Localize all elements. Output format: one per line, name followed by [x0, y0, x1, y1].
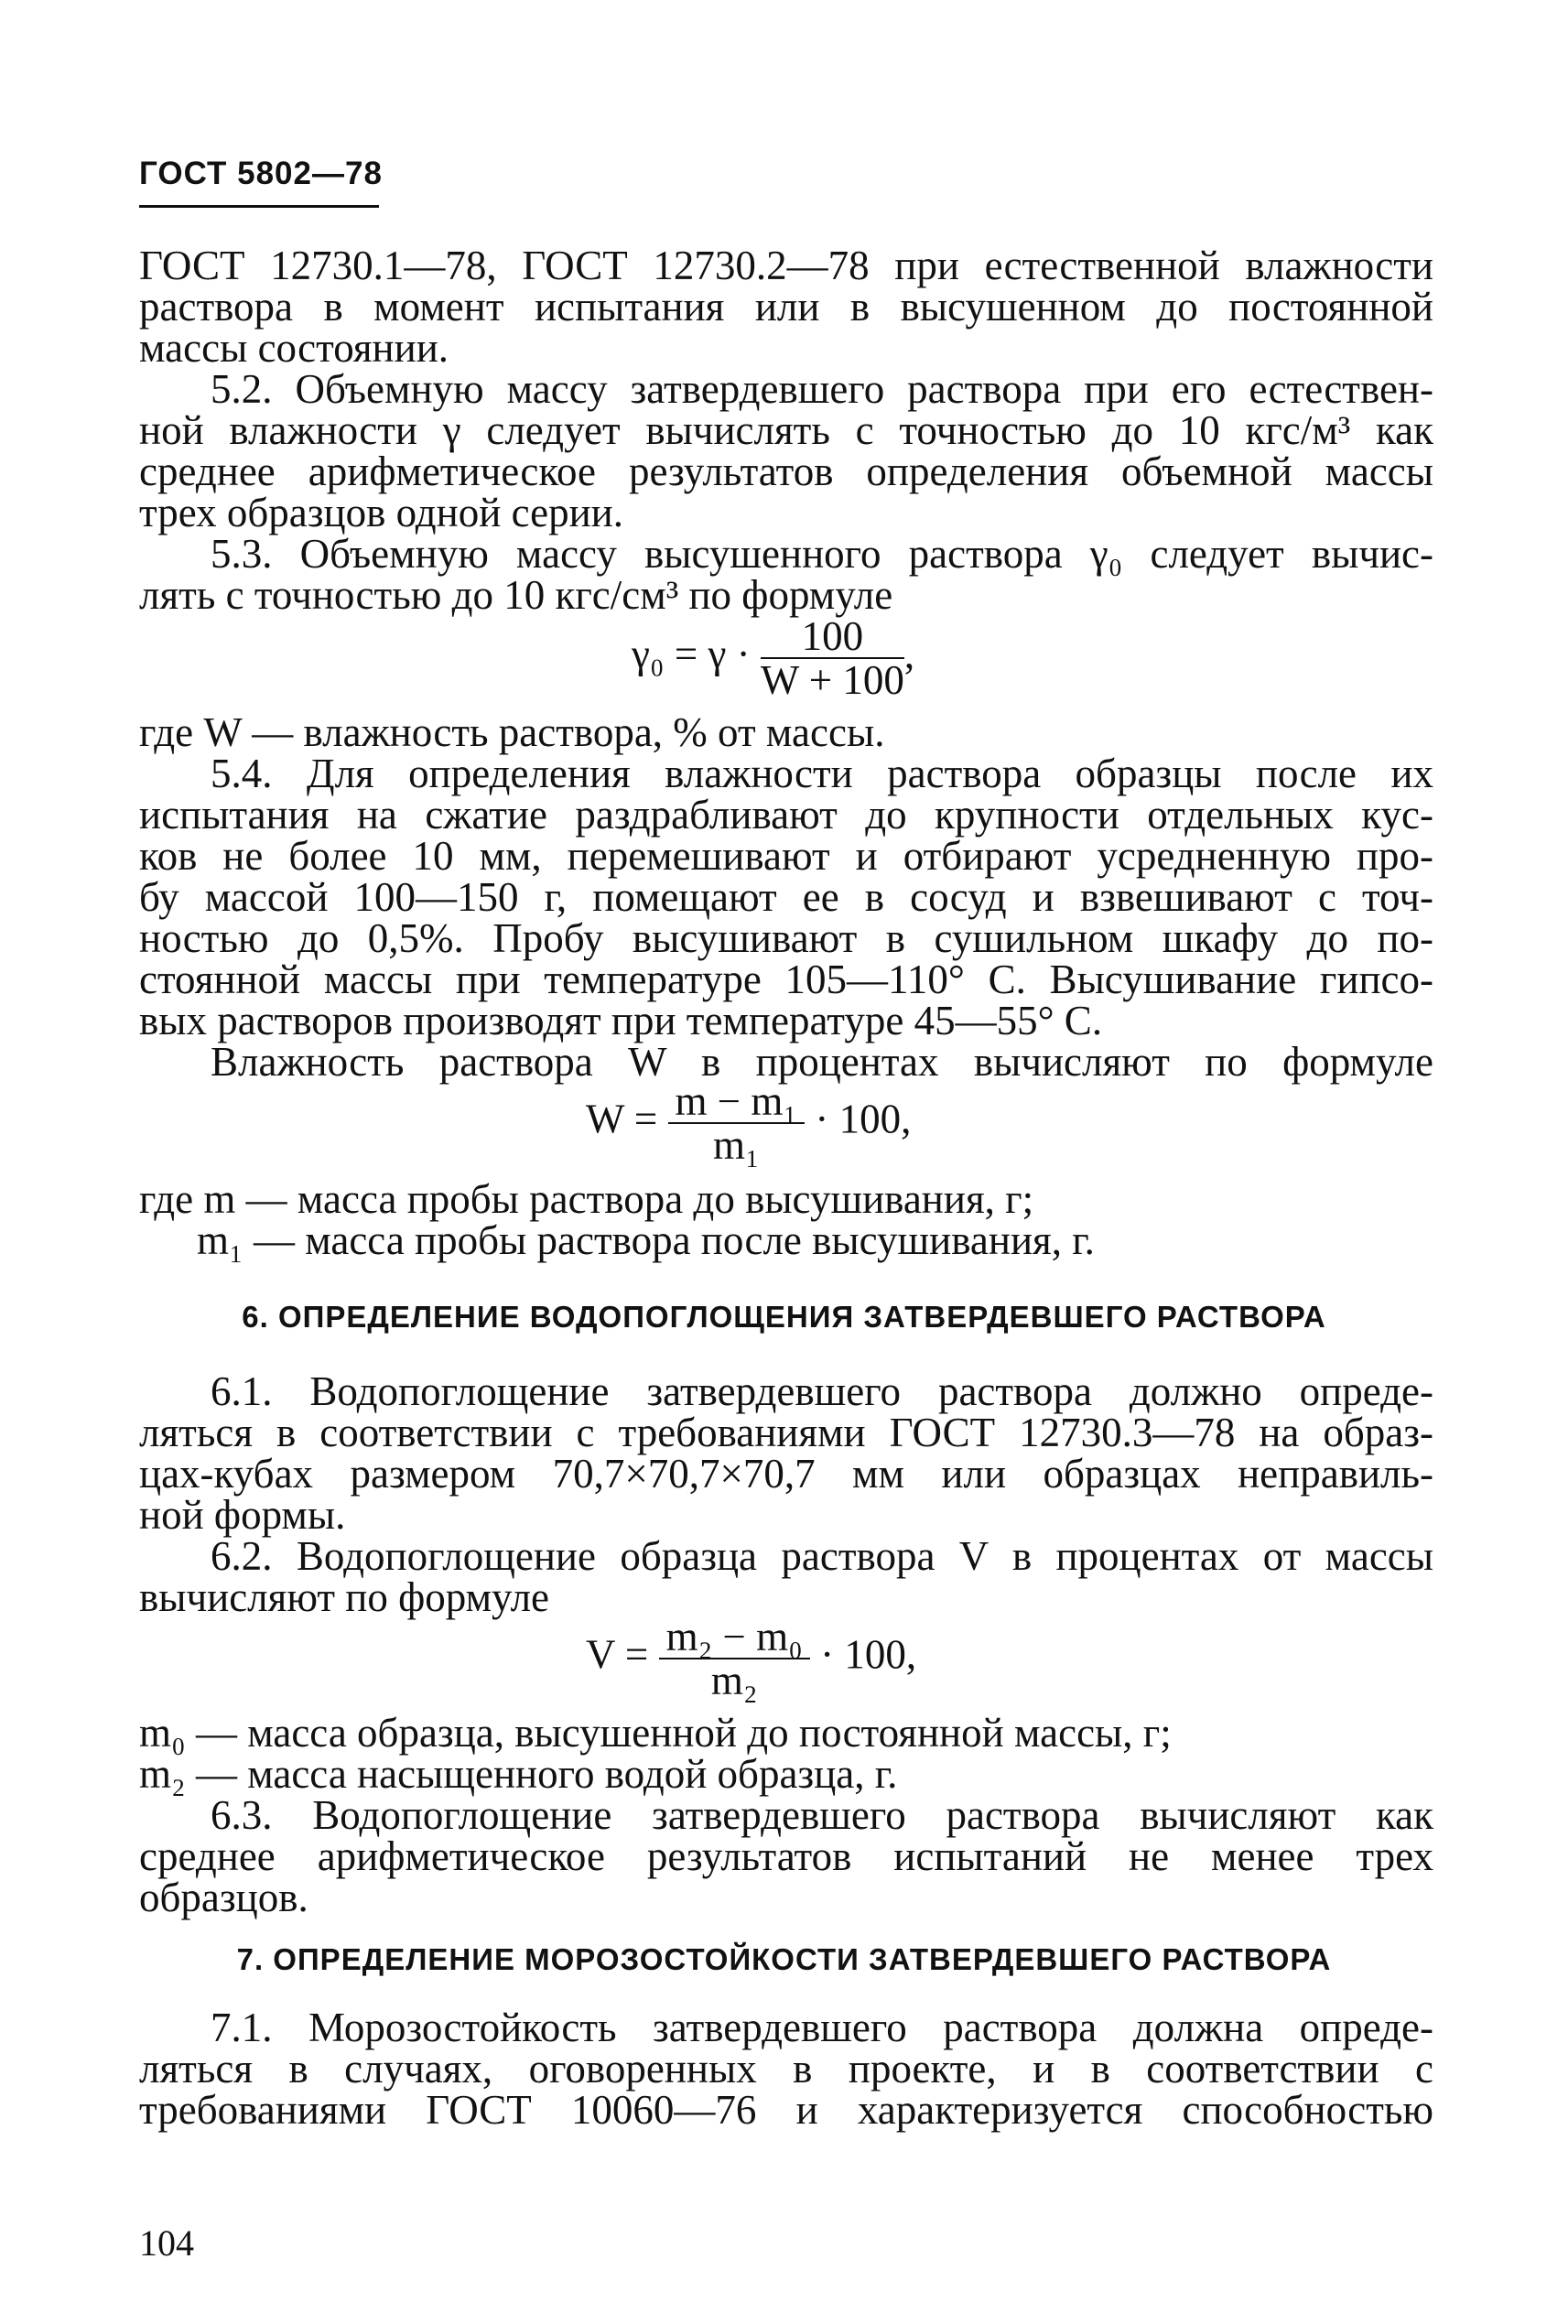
paragraph-line: 5.4. Для определения влажности раствора образцы после их — [211, 751, 1433, 796]
formula-where: m₀ — масса образца, высушенной до постоянной массы, г; — [139, 1710, 1172, 1756]
formula-lhs: V = — [586, 1631, 649, 1678]
paragraph-line: Влажность раствора W в процентах вычисляют по формуле — [211, 1039, 1433, 1085]
paragraph-line: ков не более 10 мм, перемешивают и отбирают усредненную про- — [139, 833, 1433, 879]
section-heading: 7. ОПРЕДЕЛЕНИЕ МОРОЗОСТОЙКОСТИ ЗАТВЕРДЕВШЕГО РАСТВОРА — [236, 1942, 1332, 1976]
formula-tail: , — [903, 631, 915, 677]
paragraph-line: ляться в случаях, оговоренных в проекте, и в соответствии с — [139, 2046, 1433, 2092]
paragraph-line: ляться в соответствии с требованиями ГОСТ 12730.3—78 на образ- — [139, 1410, 1433, 1455]
formula-numerator: m₂ − m₀ — [659, 1616, 810, 1659]
formula-lhs: γ₀ = γ · — [632, 631, 751, 677]
formula-where: m₁ — масса пробы раствора после высушивания, г. — [197, 1217, 1095, 1263]
paragraph-line: 5.3. Объемную массу высушенного раствора γ₀ следует вычис- — [211, 531, 1433, 577]
section-heading: 6. ОПРЕДЕЛЕНИЕ ВОДОПОГЛОЩЕНИЯ ЗАТВЕРДЕВШЕГО РАСТВОРА — [242, 1300, 1326, 1334]
paragraph-line: вычисляют по формуле — [139, 1574, 550, 1620]
paragraph-line: ГОСТ 12730.1—78, ГОСТ 12730.2—78 при естественной влажности — [139, 243, 1433, 288]
paragraph-line: среднее арифметическое результатов определения объемной массы — [139, 449, 1433, 494]
paragraph-line: трех образцов одной серии. — [139, 490, 623, 535]
formula-moisture — [586, 1080, 911, 1166]
paragraph-line: массы состоянии. — [139, 325, 449, 371]
formula-tail: · 100, — [815, 1096, 912, 1142]
paragraph-line: раствора в момент испытания или в высушенном до постоянной — [139, 284, 1433, 330]
formula-numerator: 100 — [761, 615, 904, 659]
paragraph-line: 7.1. Морозостойкость затвердевшего раствора должна опреде- — [211, 2005, 1433, 2050]
paragraph-line: 6.3. Водопоглощение затвердевшего раствора вычисляют как — [211, 1792, 1433, 1838]
paragraph-line: образцов. — [139, 1875, 308, 1920]
paragraph-line: 5.2. Объемную массу затвердевшего раствора при его естествен- — [211, 366, 1433, 412]
paragraph-line: испытания на сжатие раздрабливают до крупности отдельных кус- — [139, 792, 1433, 838]
formula-where: m₂ — масса насыщенного водой образца, г. — [139, 1751, 898, 1797]
paragraph-line: ной влажности γ следует вычислять с точностью до 10 кгс/м³ как — [139, 407, 1433, 453]
formula-fraction — [761, 615, 904, 701]
paragraph-line: ной формы. — [139, 1492, 346, 1538]
paragraph-line: стоянной массы при температуре 105—110° С. Высушивание гипсо- — [139, 957, 1433, 1002]
paragraph-line: лять с точностью до 10 кгс/см³ по формуле — [139, 572, 893, 618]
formula-lhs: W = — [586, 1096, 658, 1142]
page-header: ГОСТ 5802—78 — [139, 156, 383, 191]
paragraph-line: требованиями ГОСТ 10060—76 и характеризуется способностью — [139, 2087, 1433, 2133]
page-number: 104 — [139, 2222, 194, 2264]
formula-dry-density — [632, 615, 914, 701]
header-underline — [139, 205, 379, 208]
paragraph-line: вых растворов производят при температуре 45—55° С. — [139, 998, 1103, 1043]
formula-tail: · 100, — [820, 1631, 917, 1678]
formula-denominator: m₂ — [710, 1658, 758, 1703]
paragraph-line: ностью до 0,5%. Пробу высушивают в сушильном шкафу до по- — [139, 915, 1433, 961]
formula-fraction — [668, 1080, 806, 1166]
formula-numerator: m − m₁ — [668, 1080, 806, 1124]
paragraph-line: 6.2. Водопоглощение образца раствора V в процентах от массы — [211, 1533, 1433, 1579]
paragraph-line: среднее арифметическое результатов испытаний не менее трех — [139, 1833, 1433, 1879]
formula-denominator: m₁ — [712, 1122, 760, 1168]
formula-fraction — [659, 1616, 810, 1702]
formula-where: где W — влажность раствора, % от массы. — [139, 709, 885, 755]
paragraph-line: 6.1. Водопоглощение затвердевшего раствора должно опреде- — [211, 1368, 1433, 1414]
paragraph-line: цах-кубах размером 70,7×70,7×70,7 мм или образцах неправиль- — [139, 1451, 1433, 1497]
formula-water-absorption — [586, 1616, 916, 1702]
formula-where: где m — масса пробы раствора до высушивания, г; — [139, 1176, 1034, 1222]
paragraph-line: бу массой 100—150 г, помещают ее в сосуд и взвешивают с точ- — [139, 874, 1433, 920]
formula-denominator: W + 100 — [760, 657, 904, 703]
